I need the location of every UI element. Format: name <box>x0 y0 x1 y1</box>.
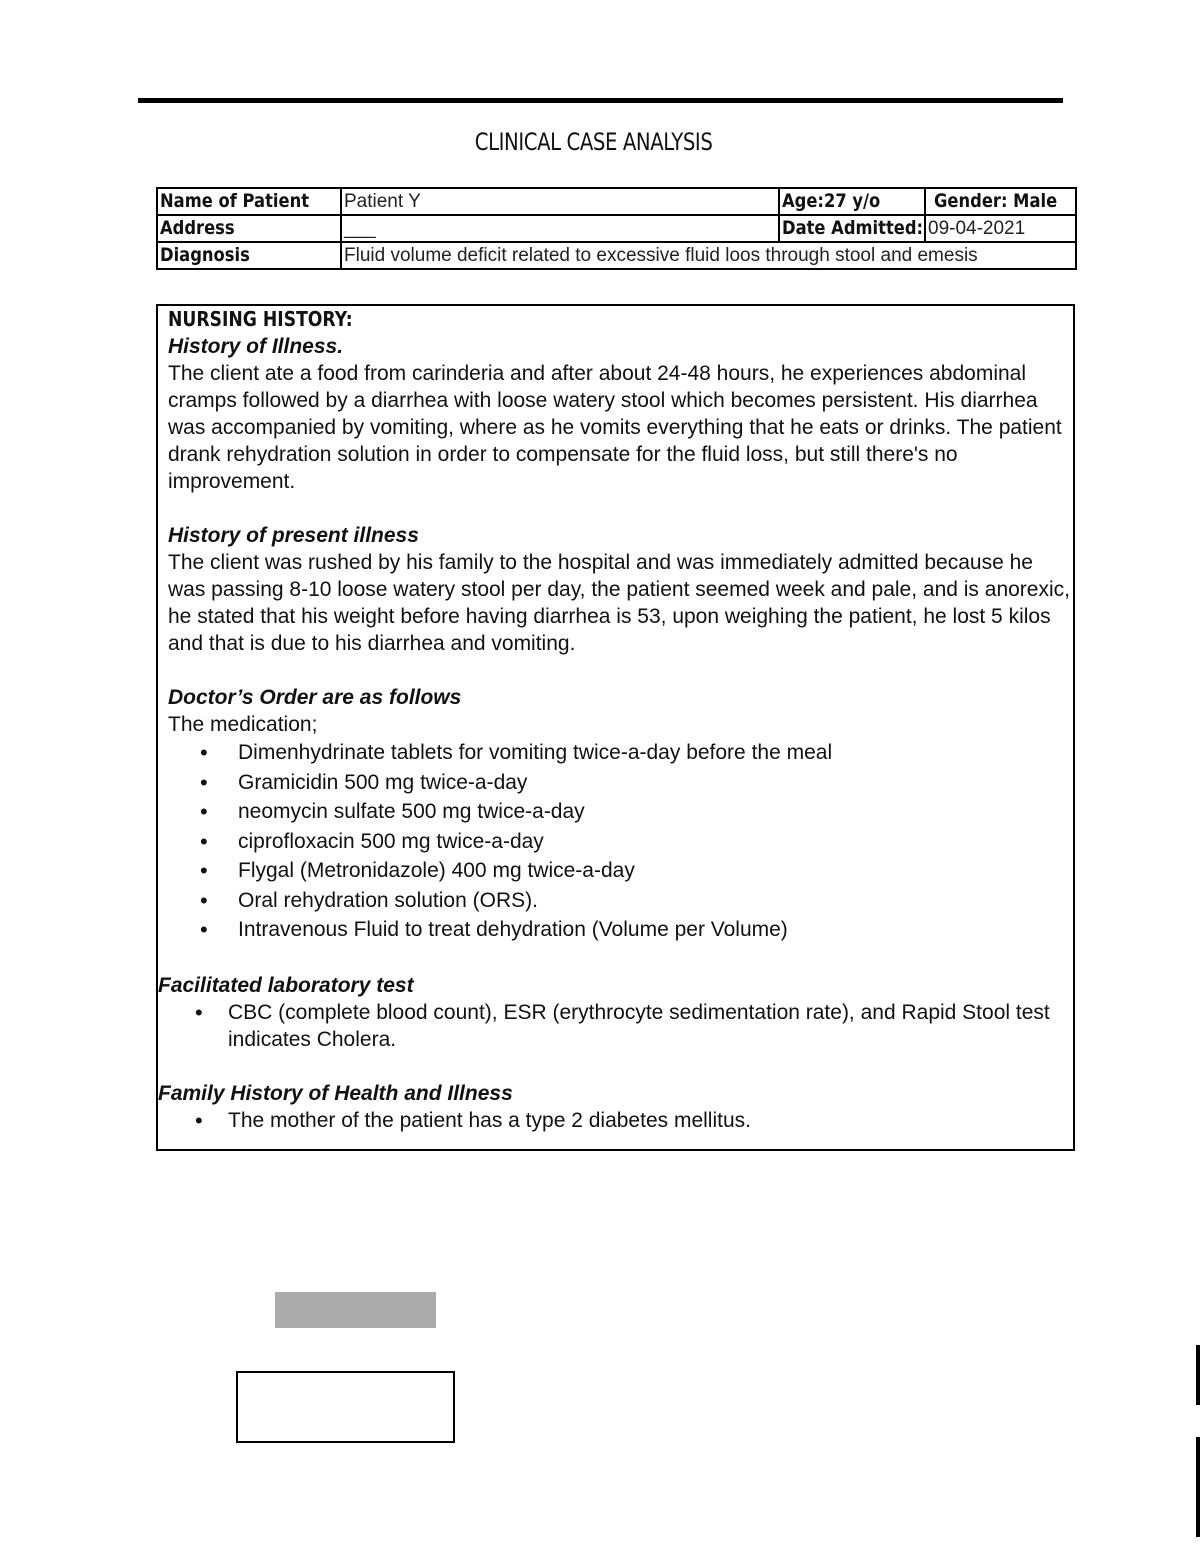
name-of-patient-label: Name of Patient <box>160 190 310 212</box>
list-item: • Intravenous Fluid to treat dehydration (Volume per Volume) <box>168 915 1073 945</box>
edge-mark <box>1196 1437 1200 1537</box>
age-label: Age:27 y/o <box>782 190 881 212</box>
lab-test-heading: Facilitated laboratory test <box>158 973 414 997</box>
date-admitted-label: Date Admitted: <box>782 217 924 239</box>
patient-info-row-diagnosis <box>157 242 1076 269</box>
gender-label: Gender: Male <box>934 190 1058 212</box>
list-item: • Dimenhydrinate tablets for vomiting twice-a-day before the meal <box>168 738 1073 768</box>
lab-test-list <box>158 999 1073 1053</box>
gender-cell <box>925 188 1076 215</box>
medication-list <box>168 738 1073 945</box>
nursing-history-heading: NURSING HISTORY: <box>168 307 353 331</box>
address-value: ___ <box>344 217 376 239</box>
address-value-cell <box>341 215 779 242</box>
list-item: • ciprofloxacin 500 mg twice-a-day <box>168 827 1073 857</box>
list-item: • neomycin sulfate 500 mg twice-a-day <box>168 797 1073 827</box>
date-admitted-value: 09-04-2021 <box>928 217 1026 239</box>
patient-name-value: Patient Y <box>344 190 421 212</box>
top-rule <box>138 98 1063 103</box>
gray-placeholder-bar <box>275 1292 436 1328</box>
diagnosis-label-cell <box>157 242 341 269</box>
doctors-order-heading: Doctor’s Order are as follows <box>168 686 462 709</box>
diagnosis-value: Fluid volume deficit related to excessive fluid loos through stool and emesis <box>344 244 978 266</box>
list-item: • The mother of the patient has a type 2 diabetes mellitus. <box>158 1107 1073 1134</box>
document-title: CLINICAL CASE ANALYSIS <box>474 128 713 156</box>
patient-info-table <box>156 187 1077 270</box>
address-label: Address <box>160 217 235 239</box>
patient-info-row-name <box>157 188 1076 215</box>
nursing-history-content <box>158 306 1073 1134</box>
date-admitted-label-cell <box>779 215 925 242</box>
list-item: • Gramicidin 500 mg twice-a-day <box>168 768 1073 798</box>
name-label-cell <box>157 188 341 215</box>
medication-intro: The medication; <box>168 713 318 736</box>
diagnosis-value-cell <box>341 242 1076 269</box>
diagnosis-label: Diagnosis <box>160 244 250 266</box>
present-illness-text: The client was rushed by his family to the hospital and was immediately admitted because he was passing 8-10 loose watery stool per day, the patient seemed week and pale, and is anorexic, he stated that his weight before having diarrhea is 53, upon weighing the patient, he lost 5 kilos and that is due to his diarrhea and vomiting. <box>168 551 1070 655</box>
family-history-heading: Family History of Health and Illness <box>158 1081 513 1105</box>
history-of-illness-heading: History of Illness. <box>168 335 344 358</box>
list-item: • Flygal (Metronidazole) 400 mg twice-a-day <box>168 856 1073 886</box>
date-admitted-value-cell <box>925 215 1076 242</box>
edge-mark <box>1196 1345 1200 1405</box>
address-label-cell <box>157 215 341 242</box>
list-item: • Oral rehydration solution (ORS). <box>168 886 1073 916</box>
name-value-cell <box>341 188 779 215</box>
empty-outline-box <box>236 1371 455 1443</box>
family-history-list <box>158 1107 1073 1134</box>
present-illness-heading: History of present illness <box>168 524 419 547</box>
list-item: • CBC (complete blood count), ESR (erythrocyte sedimentation rate), and Rapid Stool test indicates Cholera. <box>158 999 1073 1053</box>
patient-info-row-address <box>157 215 1076 242</box>
history-of-illness-text: The client ate a food from carinderia and after about 24-48 hours, he experiences abdominal cramps followed by a diarrhea with loose watery stool which becomes persistent. His diarrhea was accompanied by vomiting, where as he vomits everything that he eats or drinks. The patient drank rehydration solution in order to compensate for the fluid loss, but still there's no improvement. <box>168 362 1062 493</box>
age-cell <box>779 188 925 215</box>
